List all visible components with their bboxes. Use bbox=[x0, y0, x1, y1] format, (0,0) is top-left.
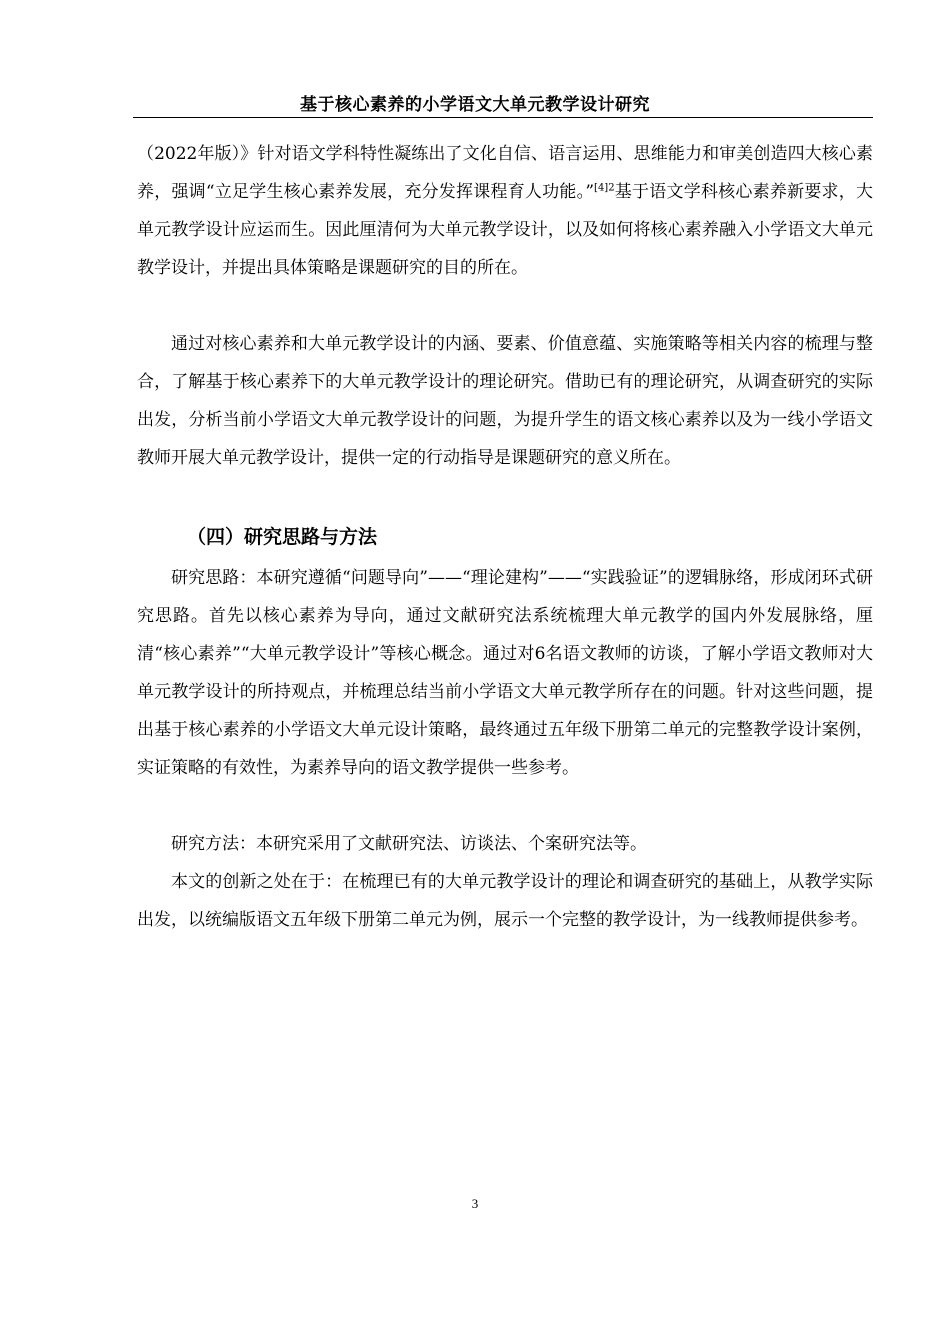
citation-ref: [4]2 bbox=[594, 182, 615, 194]
paragraph-4-text: 研究方法：本研究采用了文献研究法、访谈法、个案研究法等。 bbox=[171, 834, 647, 854]
paragraph-2-text: 通过对核心素养和大单元教学设计的内涵、要素、价值意蕴、实施策略等相关内容的梳理与整合，了解基于核心素养下的大单元教学设计的理论研究。借助已有的理论研究，从调查研究的实际出发，分析当前小学语文大单元教学设计的问题，为提升学生的语文核心素养以及为一线小学语文教师开展大单元教学设计，提供一定的行动指导是课题研究的意义所在。 bbox=[137, 334, 873, 468]
paragraph-3 bbox=[137, 559, 873, 787]
header-divider bbox=[133, 117, 873, 118]
paragraph-1 bbox=[137, 135, 873, 287]
paragraph-2 bbox=[137, 325, 873, 477]
section-heading: （四）研究思路与方法 bbox=[187, 526, 378, 548]
paragraph-5-text: 本文的创新之处在于：在梳理已有的大单元教学设计的理论和调查研究的基础上，从教学实际出发，以统编版语文五年级下册第二单元为例，展示一个完整的教学设计，为一线教师提供参考。 bbox=[137, 872, 873, 930]
page-header-title: 基于核心素养的小学语文大单元教学设计研究 bbox=[300, 95, 650, 115]
paragraph-3-text: 研究思路：本研究遵循“问题导向”——“理论建构”——“实践验证”的逻辑脉络，形成闭环式研究思路。首先以核心素养为导向，通过文献研究法系统梳理大单元教学的国内外发展脉络，厘清“核心素养”“大单元教学设计”等核心概念。通过对6名语文教师的访谈，了解小学语文教师对大单元教学设计的所持观点，并梳理总结当前小学语文大单元教学所存在的问题。针对这些问题，提出基于核心素养的小学语文大单元设计策略，最终通过五年级下册第二单元的完整教学设计案例，实证策略的有效性，为素养导向的语文教学提供一些参考。 bbox=[137, 568, 873, 778]
paragraph-5 bbox=[137, 863, 873, 939]
paragraph-1-text-cont: 基于语文学科核心素养新要求，大单元教学设计应运而生。因此厘清何为大单元教学设计，以及如何将核心素养融入小学语文大单元教学设计，并提出具体策略是课题研究的目的所在。 bbox=[137, 182, 873, 278]
paragraph-4 bbox=[137, 825, 873, 863]
paragraph-1-text: （2022年版）》针对语文学科特性凝练出了文化自信、语言运用、思维能力和审美创造四大核心素养，强调“立足学生核心素养发展，充分发挥课程育人功能。” bbox=[137, 144, 873, 202]
page-number: 3 bbox=[471, 1196, 479, 1211]
